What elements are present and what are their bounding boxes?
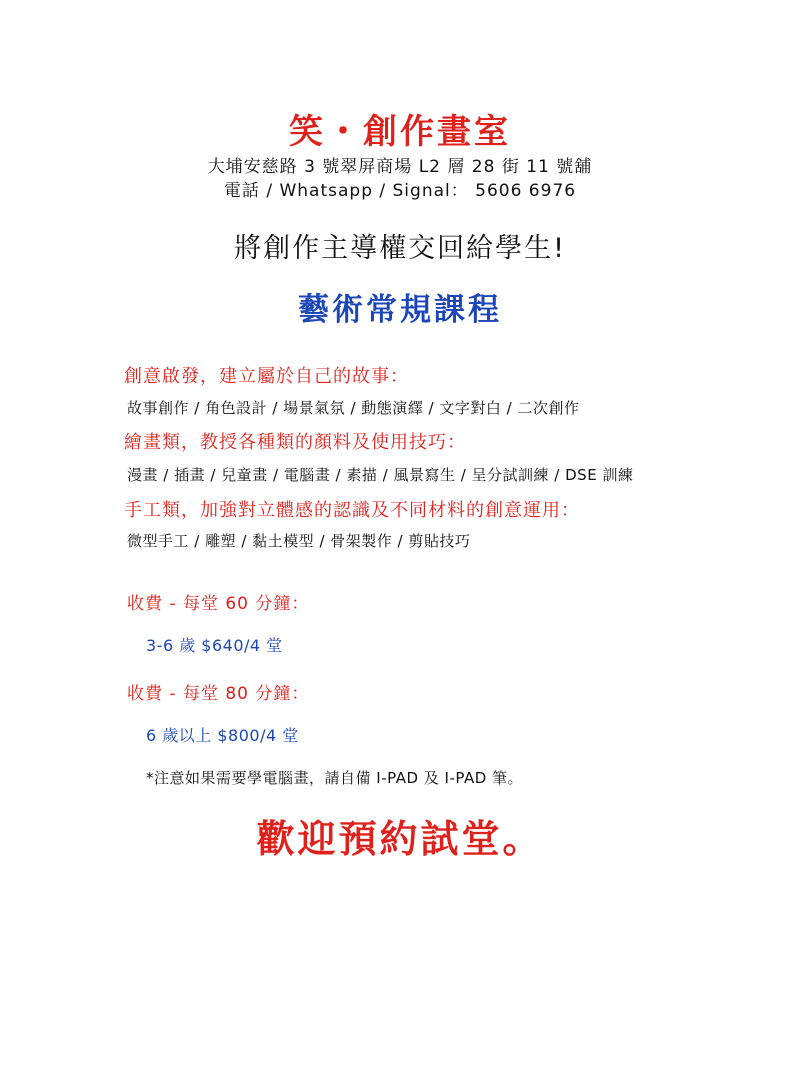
fee-price-age-6-plus: 6 歲以上 $800/4 堂 — [146, 726, 299, 745]
course-title: 藝術常規課程 — [298, 292, 502, 328]
category-heading-painting: 繪畫類，教授各種類的顏料及使用技巧： — [124, 432, 466, 453]
welcome-trial: 歡迎預約試堂。 — [256, 817, 544, 861]
category-items-creative: 故事創作 / 角色設計 / 場景氣氛 / 動態演繹 / 文字對白 / 二次創作 — [127, 399, 580, 417]
fee-price-age-3-6: 3-6 歲 $640/4 堂 — [146, 636, 283, 655]
fee-heading-80min: 收費 - 每堂 80 分鐘： — [127, 684, 310, 704]
category-heading-creative: 創意啟發，建立屬於自己的故事： — [124, 366, 409, 387]
studio-name: 笑・創作畫室 — [289, 112, 511, 152]
studio-phone: 電話 / Whatsapp / Signal： 5606 6976 — [223, 181, 577, 201]
fee-heading-60min: 收費 - 每堂 60 分鐘： — [127, 594, 310, 614]
ipad-note: *注意如果需要學電腦畫，請自備 I-PAD 及 I-PAD 筆。 — [146, 769, 524, 787]
category-items-painting: 漫畫 / 插畫 / 兒童畫 / 電腦畫 / 素描 / 風景寫生 / 呈分試訓練 / DSE 訓練 — [127, 466, 634, 484]
studio-address: 大埔安慈路 3 號翠屏商場 L2 層 28 街 11 號舖 — [207, 157, 593, 177]
category-heading-handcraft: 手工類，加強對立體感的認識及不同材料的創意運用： — [124, 500, 580, 521]
category-items-handcraft: 微型手工 / 雕塑 / 黏土模型 / 骨架製作 / 剪貼技巧 — [127, 532, 471, 550]
slogan: 將創作主導權交回給學生! — [234, 233, 566, 264]
